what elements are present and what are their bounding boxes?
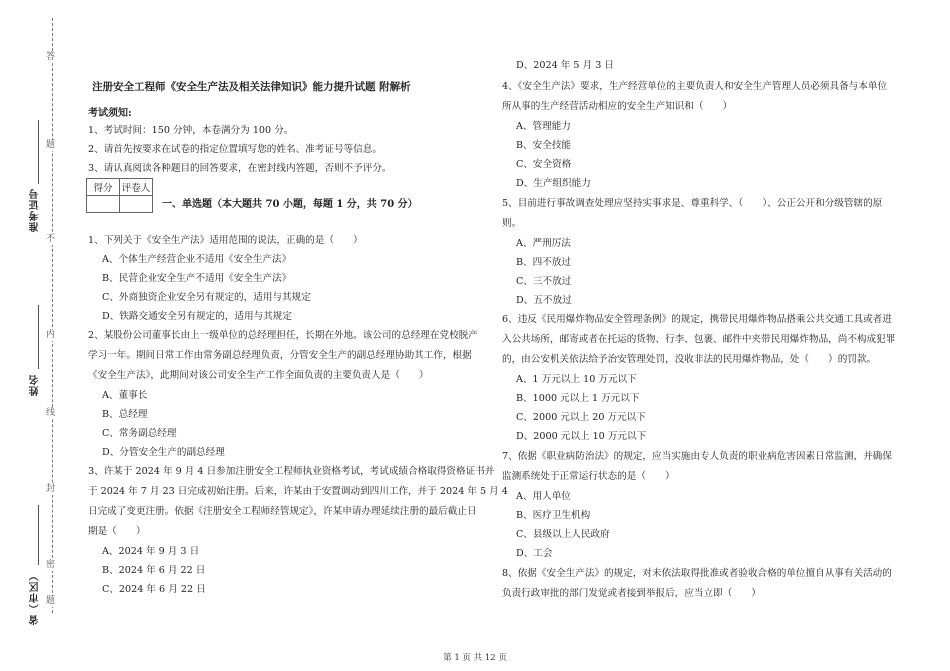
option-line: B、民营企业安全生产不适用《安全生产法》 <box>102 273 292 284</box>
option-line: D、五不放过 <box>516 295 572 306</box>
question-line: 2、某股份公司董事长由上一级单位的总经理担任，长期在外地。该公司的总经理在党校脱产 <box>88 330 478 341</box>
option-line: B、2024 年 6 月 22 日 <box>102 565 206 576</box>
question-line: 的，由公安机关依法给予治安管理处罚，没收非法的民用爆炸物品，处（ ）的罚款。 <box>502 354 877 365</box>
exam-title: 注册安全工程师《安全生产法及相关法律知识》能力提升试题 附解析 <box>92 81 411 93</box>
score-cell[interactable] <box>87 196 120 213</box>
option-line: A、个体生产经营企业不适用《安全生产法》 <box>102 254 292 265</box>
question-line: 于 2024 年 7 月 23 日完成初始注册。后来，许某由于安置调动到四川工作，并于 2024 年 5 月 4 <box>88 486 508 497</box>
option-line: A、用人单位 <box>516 491 571 502</box>
page-number: 第 1 页 共 12 页 <box>443 653 507 663</box>
option-line: D、2024 年 5 月 3 日 <box>516 60 614 71</box>
name-field[interactable] <box>38 305 39 369</box>
binding-margin <box>0 0 80 671</box>
option-line: C、三不放过 <box>516 276 572 287</box>
option-line: A、严刑厉法 <box>516 238 571 249</box>
option-line: D、铁路交通安全另有规定的，适用与其规定 <box>102 311 292 322</box>
option-line: C、2024 年 6 月 22 日 <box>102 584 206 595</box>
option-line: D、工会 <box>516 548 553 559</box>
option-line: A、管理能力 <box>516 121 571 132</box>
question-line: 3、许某于 2024 年 9 月 4 日参加注册安全工程师执业资格考试，考试成绩合格取得资格证书并 <box>88 466 495 477</box>
margin-mark: 不 <box>46 234 56 244</box>
option-line: A、1 万元以上 10 万元以下 <box>516 374 637 385</box>
option-line: C、常务副总经理 <box>102 428 177 439</box>
option-line: C、县级以上人民政府 <box>516 529 610 540</box>
option-line: B、安全技能 <box>516 140 572 151</box>
question-line: 入公共场所，邮寄或者在托运的货物、行李、包裹、邮件中夹带民用爆炸物品，尚不构成犯罪 <box>502 334 896 345</box>
question-line: 负责行政审批的部门发觉或者接到举报后，应当立即（ ） <box>502 588 762 599</box>
option-line: A、2024 年 9 月 3 日 <box>102 546 200 557</box>
region-field[interactable] <box>38 505 39 565</box>
grader-header: 评卷人 <box>120 179 153 196</box>
notice-heading: 考试须知: <box>88 108 132 119</box>
admission-number-field[interactable] <box>38 120 39 184</box>
question-line: 1、下列关于《安全生产法》适用范围的说法，正确的是（ ） <box>88 235 363 246</box>
notice-item: 2、请首先按要求在试卷的指定位置填写您的姓名、准考证号等信息。 <box>88 144 382 155</box>
option-line: B、四不放过 <box>516 257 572 268</box>
question-line: 学习一年。期间日常工作由常务副总经理负责，分管安全生产的副总经理协助其工作，根据 <box>88 350 472 361</box>
margin-mark: 题 <box>46 140 56 150</box>
option-line: C、2000 元以上 20 万元以下 <box>516 412 646 423</box>
option-line: B、医疗卫生机构 <box>516 510 591 521</box>
margin-mark: 线 <box>46 408 56 418</box>
margin-mark: 内 <box>46 330 56 340</box>
question-line: 《安全生产法》，此期间对该公司安全生产工作全面负责的主要负责人是（ ） <box>88 370 429 381</box>
notice-item: 3、请认真阅读各种题目的回答要求，在密封线内答题，否则不予评分。 <box>88 163 392 174</box>
option-line: C、安全资格 <box>516 159 572 170</box>
option-line: A、董事长 <box>102 390 148 401</box>
question-line: 则。 <box>502 218 522 229</box>
question-line: 日完成了变更注册。依据《注册安全工程师经管规定》，许某申请办理延续注册的最后截止日 <box>88 506 477 517</box>
option-line: D、分管安全生产的副总经理 <box>102 447 225 458</box>
question-line: 4、《安全生产法》要求，生产经营单位的主要负责人和安全生产管理人员必须具备与本单位 <box>502 81 888 92</box>
margin-mark: 题 <box>46 596 56 606</box>
question-line: 5、目前进行事故调查处理应坚持实事求是、尊重科学、（ ）、公正公开和分级管辖的原 <box>502 198 883 209</box>
option-line: D、2000 元以上 10 万元以下 <box>516 431 647 442</box>
question-line: 监测系统处于正常运行状态的是（ ） <box>502 471 675 482</box>
grader-cell[interactable] <box>120 196 153 213</box>
seal-line <box>52 18 53 613</box>
region-label: 省（市区） <box>30 570 41 625</box>
margin-mark: 答 <box>46 52 56 62</box>
name-label: 姓名 <box>30 374 41 396</box>
option-line: B、1000 元以上 1 万元以下 <box>516 393 640 404</box>
margin-mark: 密 <box>46 560 56 570</box>
section-title: 一、单选题（本大题共 70 小题，每题 1 分，共 70 分） <box>162 199 418 210</box>
admission-number-label: 准考证号 <box>30 188 41 232</box>
question-line: 8、依据《安全生产法》的规定，对未依法取得批准或者验收合格的单位擅自从事有关活动的 <box>502 568 892 579</box>
notice-item: 1、考试时间：150 分钟，本卷满分为 100 分。 <box>88 125 294 136</box>
score-table <box>86 178 153 213</box>
question-line: 所从事的生产经营活动相应的安全生产知识和（ ） <box>502 101 733 112</box>
question-line: 7、依据《职业病防治法》的规定，应当实施由专人负责的职业病危害因素日常监测，并确保 <box>502 451 892 462</box>
option-line: D、生产组织能力 <box>516 178 591 189</box>
margin-mark: 封 <box>46 484 56 494</box>
question-line: 期是（ ） <box>88 526 146 537</box>
option-line: B、总经理 <box>102 409 148 420</box>
question-line: 6、违反《民用爆炸物品安全管理条例》的规定，携带民用爆炸物品搭乘公共交通工具或者进 <box>502 314 892 325</box>
score-header: 得分 <box>87 179 120 196</box>
option-line: C、外商独资企业安全另有规定的，适用与其规定 <box>102 292 311 303</box>
